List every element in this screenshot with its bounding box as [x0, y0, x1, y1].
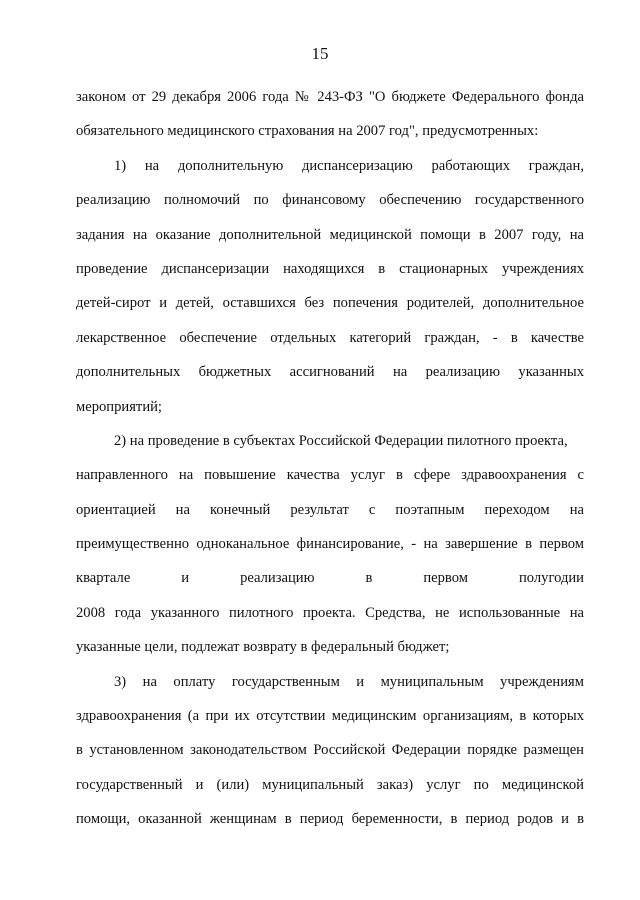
text-line: реализацию полномочий по финансовому обеспечению государственного — [76, 192, 584, 209]
text-line: ориентацией на конечный результат с поэтапным переходом на — [76, 501, 584, 518]
text-line: детей-сирот и детей, оставшихся без попечения родителей, дополнительное — [76, 295, 584, 312]
text-line: 1) на дополнительную диспансеризацию работающих граждан, — [114, 157, 584, 174]
text-line: помощи, оказанной женщинам в период беременности, в период родов и в — [76, 811, 584, 828]
text-line: здравоохранения (а при их отсутствии медицинским организациям, в которых — [76, 708, 584, 725]
text-line: преимущественно одноканальное финансирование, - на завершение в первом — [76, 536, 584, 553]
text-line: проведение диспансеризации находящихся в стационарных учреждениях — [76, 260, 584, 277]
text-line: государственный и (или) муниципальный заказ) услуг по медицинской — [76, 776, 584, 793]
text-line: 2008 года указанного пилотного проекта. Средства, не использованные на — [76, 604, 584, 621]
text-line: законом от 29 декабря 2006 года № 243-ФЗ "О бюджете Федерального фонда — [76, 89, 584, 105]
text-line: дополнительных бюджетных ассигнований на реализацию указанных — [76, 364, 584, 381]
text-line: в установленном законодательством Российской Федерации порядке размещен — [76, 742, 584, 759]
text-line: обязательного медицинского страхования на 2007 год", предусмотренных: — [76, 123, 539, 140]
text-line: указанные цели, подлежат возврату в федеральный бюджет; — [76, 639, 450, 656]
text-line: 3) на оплату государственным и муниципальным учреждениям — [114, 673, 584, 690]
text-line: направленного на повышение качества услуг в сфере здравоохранения с — [76, 467, 584, 484]
text-line: лекарственное обеспечение отдельных категорий граждан, - в качестве — [76, 329, 584, 346]
text-line: задания на оказание дополнительной медицинской помощи в 2007 году, на — [76, 226, 584, 243]
page-number: 15 — [311, 44, 329, 63]
document-body — [76, 80, 584, 837]
text-line: 2) на проведение в субъектах Российской Федерации пилотного проекта, — [114, 432, 568, 449]
text-line: квартале и реализацию в первом полугодии — [76, 570, 584, 587]
text-line: мероприятий; — [76, 398, 162, 415]
